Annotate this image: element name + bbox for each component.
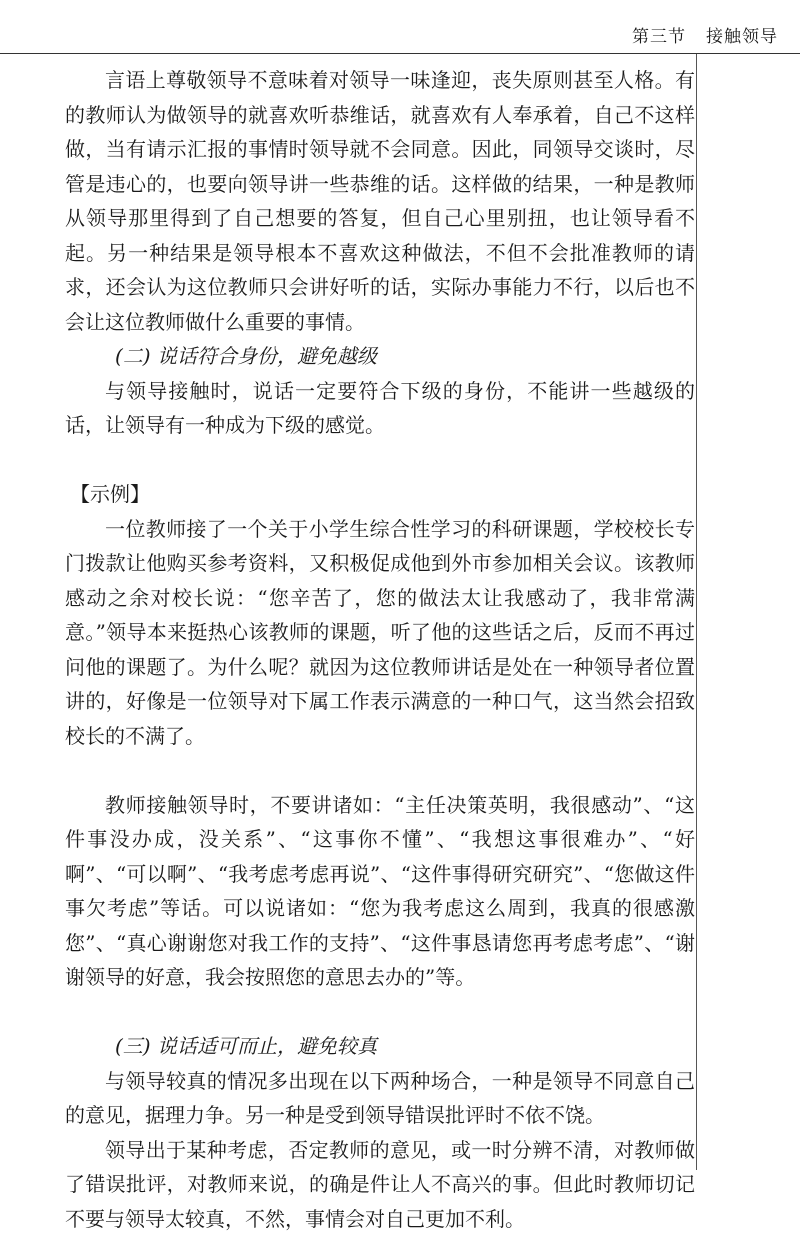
example-tag: 【示例】 [70, 477, 695, 512]
running-head-section: 第三节 [632, 27, 686, 47]
paragraph: 与领导接触时，说话一定要符合下级的身份，不能讲一些越级的话，让领导有一种成为下级的感觉。 [65, 374, 695, 443]
section-heading: (三) 说话适可而止，避免较真 [65, 1029, 695, 1064]
paragraph: 言语上尊敬领导不意味着对领导一味逢迎，丧失原则甚至人格。有的教师认为做领导的就喜欢听恭维话，就喜欢有人奉承着，自己不这样做，当有请示汇报的事情时领导就不会同意。因此，同领导交谈时，尽管是违心的，也要向领导讲一些恭维的话。这样做的结果，一种是教师从领导那里得到了自己想要的答复，但自己心里别扭，也让领导看不起。另一种结果是领导根本不喜欢这种做法，不但不会批准教师的请求，还会认为这位教师只会讲好听的话，实际办事能力不行，以后也不会让这位教师做什么重要的事情。 [65, 63, 695, 339]
paragraph: 领导出于某种考虑，否定教师的意见，或一时分辨不清，对教师做了错误批评，对教师来说，的确是件让人不高兴的事。但此时教师切记不要与领导太较真，不然，事情会对自己更加不利。 [65, 1133, 695, 1236]
margin-rule [696, 54, 697, 1170]
page-body [65, 63, 695, 1236]
header-rule [0, 53, 800, 54]
paragraph: 教师接触领导时，不要讲诸如：“主任决策英明，我很感动”、“这件事没办成，没关系”、“这事你不懂”、“我想这事很难办”、“好啊”、“可以啊”、“我考虑考虑再说”、“这件事得研究研究”、“您做这件事欠考虑”等话。可以说诸如：“您为我考虑这么周到，我真的很感激您”、“真心谢谢您对我工作的支持”、“这件事恳请您再考虑考虑”、“谢谢领导的好意，我会按照您的意思去办的”等。 [65, 788, 695, 995]
running-head [632, 22, 778, 47]
paragraph: 与领导较真的情况多出现在以下两种场合，一种是领导不同意自己的意见，据理力争。另一种是受到领导错误批评时不依不饶。 [65, 1064, 695, 1133]
paragraph: 一位教师接了一个关于小学生综合性学习的科研课题，学校校长专门拨款让他购买参考资料，又积极促成他到外市参加相关会议。该教师感动之余对校长说：“您辛苦了，您的做法太让我感动了，我非常满意。”领导本来挺热心该教师的课题，听了他的这些话之后，反而不再过问他的课题了。为什么呢？就因为这位教师讲话是处在一种领导者位置讲的，好像是一位领导对下属工作表示满意的一种口气，这当然会招致校长的不满了。 [65, 512, 695, 754]
running-head-title: 接触领导 [706, 27, 778, 47]
section-heading: (二) 说话符合身份，避免越级 [65, 339, 695, 374]
